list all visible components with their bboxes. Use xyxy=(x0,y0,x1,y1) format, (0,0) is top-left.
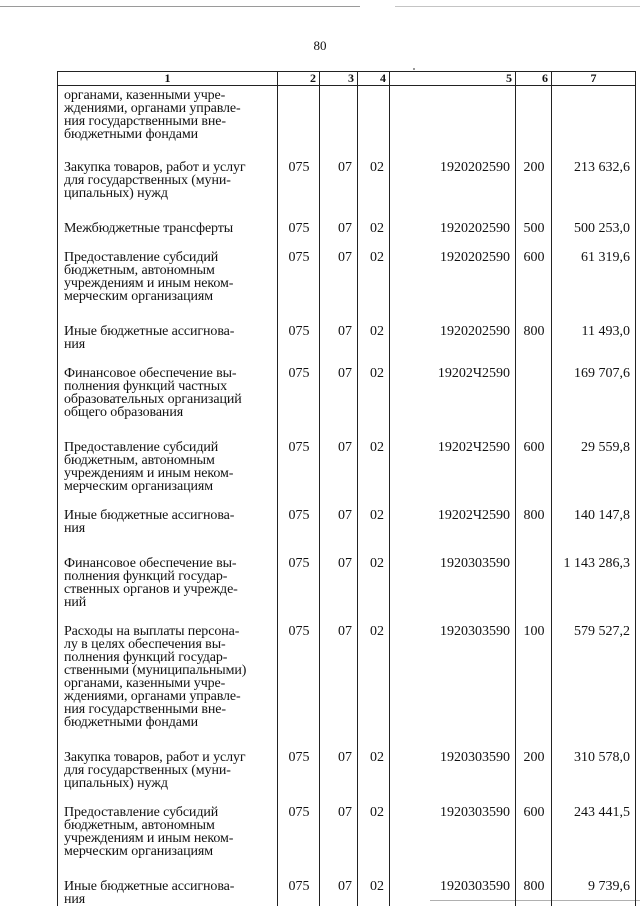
subsection-code-cell xyxy=(358,790,390,858)
row-name-text: Финансовое обеспечение вы- полнения функций государ- ственных органов и учрежде- ний xyxy=(64,556,238,610)
ministry-code-cell xyxy=(278,729,320,790)
page-number: 80 xyxy=(313,38,327,53)
target-item-cell xyxy=(390,235,516,303)
section-code-text: 07 xyxy=(338,508,352,523)
subsection-code-text: 02 xyxy=(370,324,384,339)
section-code-cell xyxy=(320,141,358,200)
ministry-code-cell xyxy=(278,351,320,419)
expense-type-cell xyxy=(516,535,552,609)
amount-text: 61 319,6 xyxy=(581,250,630,265)
ministry-code-text: 075 xyxy=(288,508,310,523)
amount-cell xyxy=(552,419,636,493)
section-code-cell xyxy=(320,609,358,729)
section-code-text: 07 xyxy=(338,805,352,820)
section-code-text: 07 xyxy=(338,221,352,236)
scan-speck xyxy=(413,68,415,70)
ministry-code-cell xyxy=(278,790,320,858)
expense-type-text: 200 xyxy=(523,750,545,765)
target-item-cell xyxy=(390,303,516,351)
row-name-cell xyxy=(58,303,278,351)
subsection-code-text: 02 xyxy=(370,221,384,236)
expense-type-cell xyxy=(516,419,552,493)
row-name-cell xyxy=(58,419,278,493)
section-code-cell xyxy=(320,535,358,609)
section-code-cell xyxy=(320,200,358,235)
section-code-text: 07 xyxy=(338,556,352,571)
row-name-text: Закупка товаров, работ и услуг для государственных (муни- ципальных) нужд xyxy=(64,750,246,791)
subsection-code-cell xyxy=(358,141,390,200)
ministry-code-cell xyxy=(278,493,320,535)
ministry-code-cell xyxy=(278,303,320,351)
amount-cell xyxy=(552,535,636,609)
table-row xyxy=(58,86,636,142)
amount-text: 579 527,2 xyxy=(574,624,630,639)
subsection-code-text: 02 xyxy=(370,879,384,894)
row-name-cell xyxy=(58,858,278,906)
section-code-cell xyxy=(320,351,358,419)
table-row xyxy=(58,729,636,790)
expense-type-cell xyxy=(516,858,552,906)
row-name-text: Предоставление субсидий бюджетным, автономным учреждениям и иным неком- мерческим организациям xyxy=(64,440,234,494)
subsection-code-cell xyxy=(358,303,390,351)
table-body xyxy=(58,86,636,907)
row-name-cell xyxy=(58,609,278,729)
row-name-text: Межбюджетные трансферты xyxy=(64,221,234,236)
subsection-code-cell xyxy=(358,493,390,535)
expense-type-text: 500 xyxy=(523,221,545,236)
ministry-code-text: 075 xyxy=(288,556,310,571)
amount-cell xyxy=(552,493,636,535)
subsection-code-text: 02 xyxy=(370,440,384,455)
amount-cell xyxy=(552,141,636,200)
table-row xyxy=(58,141,636,200)
subsection-code-text: 02 xyxy=(370,508,384,523)
target-item-text: 19202Ч2590 xyxy=(437,440,510,455)
ministry-code-text: 075 xyxy=(288,624,310,639)
section-code-text: 07 xyxy=(338,366,352,381)
budget-table xyxy=(57,71,636,906)
target-item-cell xyxy=(390,493,516,535)
ministry-code-text: 075 xyxy=(288,160,310,175)
row-name-text: Предоставление субсидий бюджетным, автономным учреждениям и иным неком- мерческим организациям xyxy=(64,250,234,304)
target-item-text: 1920303590 xyxy=(440,879,510,894)
table-row xyxy=(58,200,636,235)
amount-cell xyxy=(552,200,636,235)
subsection-code-text: 02 xyxy=(370,250,384,265)
ministry-code-text: 075 xyxy=(288,250,310,265)
expense-type-cell xyxy=(516,235,552,303)
row-name-text: Финансовое обеспечение вы- полнения функций частных образовательных организаций общего образования xyxy=(64,366,242,420)
subsection-code-cell xyxy=(358,200,390,235)
subsection-code-cell xyxy=(358,351,390,419)
amount-text: 500 253,0 xyxy=(574,221,630,236)
section-code-cell xyxy=(320,790,358,858)
expense-type-text: 200 xyxy=(523,160,545,175)
table-row xyxy=(58,235,636,303)
amount-text: 213 632,6 xyxy=(574,160,630,175)
row-name-cell xyxy=(58,86,278,142)
scan-edge-top xyxy=(0,6,360,7)
subsection-code-text: 02 xyxy=(370,366,384,381)
row-name-text: Расходы на выплаты персона- лу в целях обеспечения вы- полнения функций государ- ственными (муниципальными) органами, казенными учре- ждениями, органами управле- ния государственными вне- бюджетными фондами xyxy=(64,624,247,730)
amount-cell xyxy=(552,790,636,858)
target-item-cell xyxy=(390,535,516,609)
row-name-cell xyxy=(58,493,278,535)
target-item-text: 1920202590 xyxy=(440,324,510,339)
ministry-code-cell xyxy=(278,535,320,609)
column-header-5: 5 xyxy=(390,72,516,86)
subsection-code-cell xyxy=(358,86,390,142)
target-item-text: 1920202590 xyxy=(440,160,510,175)
expense-type-cell xyxy=(516,609,552,729)
ministry-code-cell xyxy=(278,609,320,729)
row-name-text: Иные бюджетные ассигнова- ния xyxy=(64,324,235,352)
row-name-text: Предоставление субсидий бюджетным, автономным учреждениям и иным неком- мерческим организациям xyxy=(64,805,234,859)
section-code-cell xyxy=(320,303,358,351)
target-item-cell xyxy=(390,858,516,906)
amount-text: 11 493,0 xyxy=(581,324,630,339)
ministry-code-text: 075 xyxy=(288,324,310,339)
expense-type-text: 800 xyxy=(523,879,545,894)
target-item-text: 19202Ч2590 xyxy=(437,508,510,523)
ministry-code-cell xyxy=(278,235,320,303)
subsection-code-cell xyxy=(358,419,390,493)
expense-type-text: 600 xyxy=(523,805,545,820)
target-item-cell xyxy=(390,351,516,419)
amount-cell xyxy=(552,86,636,142)
table-row xyxy=(58,858,636,906)
ministry-code-text: 075 xyxy=(288,805,310,820)
table-row xyxy=(58,790,636,858)
subsection-code-cell xyxy=(358,535,390,609)
ministry-code-cell xyxy=(278,858,320,906)
section-code-cell xyxy=(320,419,358,493)
column-header-1: 1 xyxy=(58,72,278,86)
target-item-text: 1920303590 xyxy=(440,750,510,765)
column-header-3: 3 xyxy=(320,72,358,86)
target-item-cell xyxy=(390,790,516,858)
target-item-cell xyxy=(390,729,516,790)
subsection-code-text: 02 xyxy=(370,160,384,175)
amount-text: 29 559,8 xyxy=(581,440,630,455)
expense-type-cell xyxy=(516,351,552,419)
amount-text: 9 739,6 xyxy=(588,879,630,894)
expense-type-cell xyxy=(516,200,552,235)
ministry-code-text: 075 xyxy=(288,221,310,236)
subsection-code-cell xyxy=(358,235,390,303)
subsection-code-cell xyxy=(358,729,390,790)
ministry-code-cell xyxy=(278,141,320,200)
expense-type-cell xyxy=(516,790,552,858)
table-row xyxy=(58,303,636,351)
row-name-cell xyxy=(58,235,278,303)
target-item-text: 1920303590 xyxy=(440,805,510,820)
section-code-text: 07 xyxy=(338,250,352,265)
target-item-cell xyxy=(390,609,516,729)
row-name-text: Иные бюджетные ассигнова- ния xyxy=(64,508,235,536)
expense-type-cell xyxy=(516,86,552,142)
column-header-6: 6 xyxy=(516,72,552,86)
target-item-cell xyxy=(390,200,516,235)
amount-cell xyxy=(552,235,636,303)
amount-text: 169 707,6 xyxy=(574,366,630,381)
expense-type-cell xyxy=(516,141,552,200)
ministry-code-text: 075 xyxy=(288,366,310,381)
amount-text: 140 147,8 xyxy=(574,508,630,523)
subsection-code-text: 02 xyxy=(370,805,384,820)
amount-cell xyxy=(552,858,636,906)
target-item-text: 1920303590 xyxy=(440,624,510,639)
subsection-code-text: 02 xyxy=(370,556,384,571)
section-code-cell xyxy=(320,858,358,906)
row-name-cell xyxy=(58,141,278,200)
expense-type-text: 100 xyxy=(523,624,545,639)
expense-type-text: 600 xyxy=(523,250,545,265)
row-name-cell xyxy=(58,351,278,419)
table-row xyxy=(58,493,636,535)
amount-text: 310 578,0 xyxy=(574,750,630,765)
section-code-text: 07 xyxy=(338,624,352,639)
target-item-cell xyxy=(390,86,516,142)
amount-text: 243 441,5 xyxy=(574,805,630,820)
section-code-text: 07 xyxy=(338,324,352,339)
section-code-cell xyxy=(320,86,358,142)
amount-cell xyxy=(552,303,636,351)
table-header-row xyxy=(58,72,636,86)
column-header-4: 4 xyxy=(358,72,390,86)
expense-type-text: 800 xyxy=(523,508,545,523)
expense-type-text: 800 xyxy=(523,324,545,339)
table-row xyxy=(58,609,636,729)
column-header-2: 2 xyxy=(278,72,320,86)
ministry-code-cell xyxy=(278,86,320,142)
row-name-cell xyxy=(58,535,278,609)
ministry-code-text: 075 xyxy=(288,440,310,455)
target-item-text: 19202Ч2590 xyxy=(437,366,510,381)
amount-cell xyxy=(552,729,636,790)
subsection-code-text: 02 xyxy=(370,750,384,765)
target-item-cell xyxy=(390,141,516,200)
section-code-cell xyxy=(320,729,358,790)
row-name-text: органами, казенными учре- ждениями, органами управле- ния государственными вне- бюджетными фондами xyxy=(64,88,241,142)
amount-cell xyxy=(552,351,636,419)
row-name-cell xyxy=(58,790,278,858)
table-row xyxy=(58,351,636,419)
target-item-text: 1920202590 xyxy=(440,250,510,265)
row-name-text: Закупка товаров, работ и услуг для государственных (муни- ципальных) нужд xyxy=(64,160,246,201)
expense-type-text: 600 xyxy=(523,440,545,455)
section-code-cell xyxy=(320,235,358,303)
column-header-7: 7 xyxy=(552,72,636,86)
ministry-code-cell xyxy=(278,200,320,235)
table-row xyxy=(58,419,636,493)
target-item-text: 1920303590 xyxy=(440,556,510,571)
scan-edge-top-right xyxy=(395,6,640,7)
row-name-cell xyxy=(58,729,278,790)
section-code-text: 07 xyxy=(338,879,352,894)
row-name-text: Иные бюджетные ассигнова- ния xyxy=(64,879,235,907)
row-name-cell xyxy=(58,200,278,235)
expense-type-cell xyxy=(516,303,552,351)
section-code-text: 07 xyxy=(338,750,352,765)
target-item-text: 1920202590 xyxy=(440,221,510,236)
amount-text: 1 143 286,3 xyxy=(563,556,630,571)
subsection-code-cell xyxy=(358,609,390,729)
table-row xyxy=(58,535,636,609)
amount-cell xyxy=(552,609,636,729)
target-item-cell xyxy=(390,419,516,493)
expense-type-cell xyxy=(516,493,552,535)
ministry-code-text: 075 xyxy=(288,879,310,894)
expense-type-cell xyxy=(516,729,552,790)
ministry-code-cell xyxy=(278,419,320,493)
section-code-text: 07 xyxy=(338,160,352,175)
ministry-code-text: 075 xyxy=(288,750,310,765)
subsection-code-cell xyxy=(358,858,390,906)
subsection-code-text: 02 xyxy=(370,624,384,639)
section-code-cell xyxy=(320,493,358,535)
section-code-text: 07 xyxy=(338,440,352,455)
